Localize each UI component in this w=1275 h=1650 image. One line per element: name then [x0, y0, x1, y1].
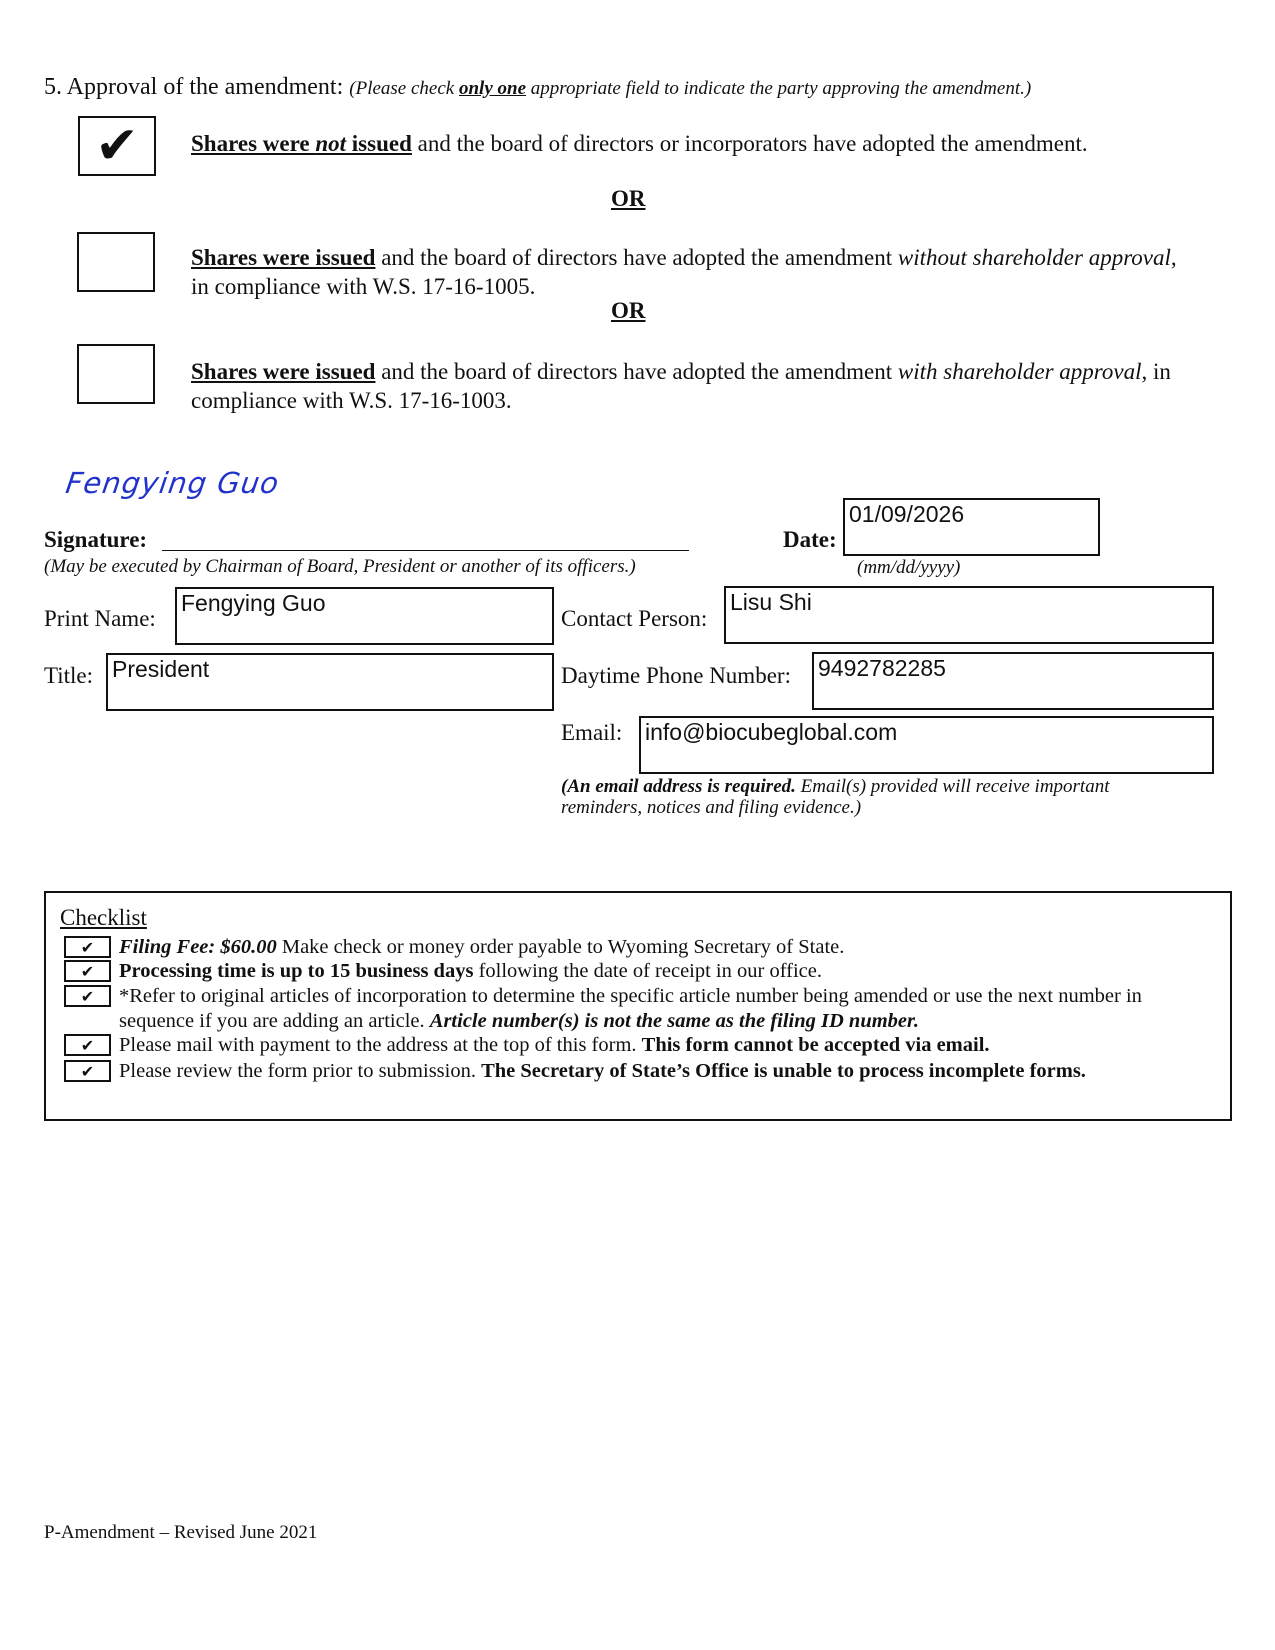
checklist-item: ✔ Please mail with payment to the address at the top of this form. This form cannot be accepted via email. [64, 1033, 1224, 1058]
date-field[interactable]: 01/09/2026 [843, 498, 1100, 556]
title-field[interactable]: President [106, 653, 554, 711]
or-separator: OR [611, 298, 646, 323]
footer-revision: P-Amendment – Revised June 2021 [44, 1522, 318, 1543]
option-without-shareholder-approval: Shares were issued and the board of directors have adopted the amendment without shareholder approval, in compliance with W.S. 17-16-1005. [191, 245, 1177, 299]
title-label: Title: [44, 663, 94, 688]
contact-person-label: Contact Person: [561, 606, 708, 631]
section-5-title: 5. Approval of the amendment: [44, 74, 344, 100]
checklist-panel [44, 891, 1232, 1121]
checklist-title: Checklist [60, 905, 147, 930]
approval-checkbox-without-shareholder[interactable] [77, 232, 155, 292]
checklist-item: ✔ Filing Fee: $60.00 Make check or money order payable to Wyoming Secretary of State. [64, 935, 1224, 960]
checklist-checkbox[interactable]: ✔ [64, 960, 111, 982]
email-label: Email: [561, 720, 623, 745]
checklist-item: ✔ Processing time is up to 15 business days following the date of receipt in our office. [64, 959, 1224, 984]
checklist-checkbox[interactable]: ✔ [64, 936, 111, 958]
print-name-field[interactable]: Fengying Guo [175, 587, 554, 645]
or-separator: OR [611, 186, 646, 211]
signature-note: (May be executed by Chairman of Board, President or another of its officers.) [44, 556, 636, 577]
checklist-item: ✔ Please review the form prior to submission. The Secretary of State’s Office is unable to process incomplete forms. [64, 1059, 1224, 1084]
option-shares-not-issued: Shares were not issued and the board of directors or incorporators have adopted the amendment. [191, 131, 1088, 156]
approval-checkbox-with-shareholder[interactable] [77, 344, 155, 404]
date-label: Date: [783, 527, 837, 552]
handwritten-signature: Fengying Guo [63, 466, 282, 500]
section-5-heading [44, 74, 1031, 101]
checklist-checkbox[interactable]: ✔ [64, 1060, 111, 1082]
phone-field[interactable]: 9492782285 [812, 652, 1214, 710]
section-5-instruction: (Please check only one appropriate field to indicate the party approving the amendment.) [349, 78, 1032, 99]
checklist-checkbox[interactable]: ✔ [64, 1034, 111, 1056]
checklist-item: ✔ *Refer to original articles of incorporation to determine the specific article number being amended or use the next number in sequence if you are adding an article. Article number(s) is not the same as the filing ID number. [64, 984, 1224, 1034]
checkmark-icon: ✔ [95, 116, 139, 176]
checklist-checkbox[interactable]: ✔ [64, 985, 111, 1007]
signature-line[interactable] [162, 530, 689, 551]
date-format-hint: (mm/dd/yyyy) [857, 557, 961, 578]
contact-person-field[interactable]: Lisu Shi [724, 586, 1214, 644]
signature-label: Signature: [44, 527, 148, 552]
print-name-label: Print Name: [44, 606, 156, 631]
approval-checkbox-shares-not-issued[interactable] [78, 116, 156, 176]
email-note: (An email address is required. Email(s) provided will receive important reminders, notices and filing evidence.) [561, 776, 1110, 818]
email-field[interactable]: info@biocubeglobal.com [639, 716, 1214, 774]
phone-label: Daytime Phone Number: [561, 663, 791, 688]
option-with-shareholder-approval: Shares were issued and the board of directors have adopted the amendment with shareholder approval, in compliance with W.S. 17-16-1003. [191, 359, 1171, 413]
